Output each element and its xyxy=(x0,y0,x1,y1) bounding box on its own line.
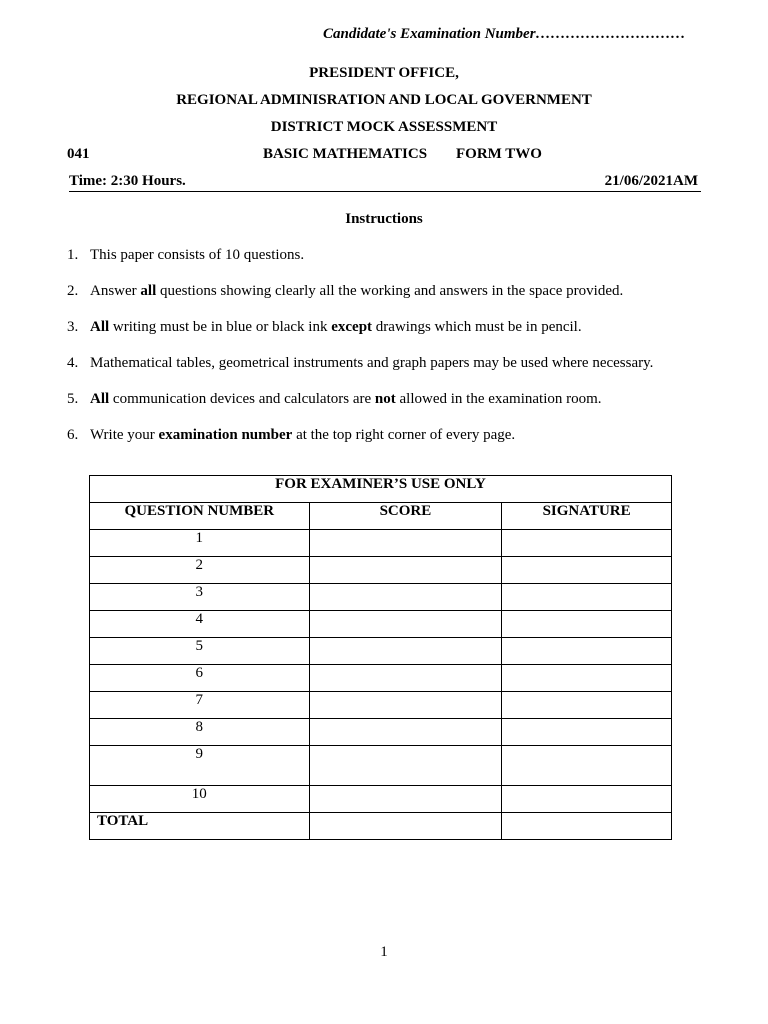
table-row xyxy=(90,530,672,557)
question-number-cell: 4 xyxy=(90,611,310,638)
instruction-emphasis: All xyxy=(90,391,110,407)
score-cell xyxy=(309,638,502,665)
signature-cell xyxy=(502,719,672,746)
question-number-cell: 10 xyxy=(90,786,310,813)
table-row xyxy=(90,786,672,813)
header-president-office: PRESIDENT OFFICE, xyxy=(309,65,459,81)
instruction-text: writing must be in blue or black ink xyxy=(109,319,332,335)
table-row xyxy=(90,665,672,692)
instruction-number: 5. xyxy=(67,391,79,407)
column-header-score: SCORE xyxy=(309,503,502,530)
instruction-text: Write your xyxy=(90,427,159,443)
header-divider xyxy=(69,191,701,192)
candidate-exam-number-line: Candidate's Examination Number………………………… xyxy=(323,26,686,42)
question-number-cell: 2 xyxy=(90,557,310,584)
question-number-cell: 3 xyxy=(90,584,310,611)
table-row xyxy=(90,584,672,611)
signature-cell xyxy=(502,692,672,719)
instruction-item xyxy=(67,319,582,336)
total-signature-cell xyxy=(502,813,672,840)
instruction-number: 1. xyxy=(67,247,79,263)
subject-code: 041 xyxy=(67,146,90,162)
signature-cell xyxy=(502,584,672,611)
header-regional-admin: REGIONAL ADMINISRATION AND LOCAL GOVERNMENT xyxy=(176,92,592,108)
column-header-signature: SIGNATURE xyxy=(502,503,672,530)
instruction-item xyxy=(67,355,653,372)
instruction-item xyxy=(67,247,304,264)
table-row xyxy=(90,719,672,746)
instruction-item xyxy=(67,283,623,300)
score-cell xyxy=(309,557,502,584)
instruction-number: 3. xyxy=(67,319,79,335)
instruction-emphasis: All xyxy=(90,319,110,335)
total-score-cell xyxy=(309,813,502,840)
instruction-text: Answer xyxy=(90,283,141,299)
instruction-emphasis: not xyxy=(374,391,396,407)
header-assessment-title: DISTRICT MOCK ASSESSMENT xyxy=(270,119,498,135)
score-cell xyxy=(309,665,502,692)
instructions-title: Instructions xyxy=(345,211,423,227)
instruction-emphasis: all xyxy=(140,283,157,299)
exam-date: 21/06/2021AM xyxy=(604,173,698,189)
instruction-text: This paper consists of 10 questions. xyxy=(90,247,305,263)
instruction-emphasis: except xyxy=(331,319,373,335)
signature-cell xyxy=(502,786,672,813)
question-number-cell: 8 xyxy=(90,719,310,746)
signature-cell xyxy=(502,530,672,557)
question-number-cell: 7 xyxy=(90,692,310,719)
score-cell xyxy=(309,530,502,557)
score-cell xyxy=(309,692,502,719)
table-row xyxy=(90,611,672,638)
total-label: TOTAL xyxy=(90,813,310,840)
signature-cell xyxy=(502,746,672,786)
table-row xyxy=(90,746,672,786)
table-row xyxy=(90,692,672,719)
instruction-item xyxy=(67,427,515,444)
table-row xyxy=(90,557,672,584)
signature-cell xyxy=(502,611,672,638)
instruction-text: communication devices and calculators are xyxy=(109,391,375,407)
instruction-number: 6. xyxy=(67,427,79,443)
page-number: 1 xyxy=(380,944,388,960)
table-row xyxy=(90,638,672,665)
score-cell xyxy=(309,611,502,638)
question-number-cell: 5 xyxy=(90,638,310,665)
instruction-text: drawings which must be in pencil. xyxy=(372,319,582,335)
instruction-text: Mathematical tables, geometrical instruments and graph papers may be used where necessary. xyxy=(90,355,654,371)
examiner-table-title: FOR EXAMINER’S USE ONLY xyxy=(90,476,672,503)
form-level: FORM TWO xyxy=(456,146,542,162)
instruction-text: at the top right corner of every page. xyxy=(292,427,516,443)
question-number-cell: 1 xyxy=(90,530,310,557)
instruction-emphasis: examination number xyxy=(158,427,293,443)
score-cell xyxy=(309,786,502,813)
instruction-item xyxy=(67,391,602,408)
instruction-text: allowed in the examination room. xyxy=(395,391,602,407)
total-row xyxy=(90,813,672,840)
question-number-cell: 6 xyxy=(90,665,310,692)
instruction-text: questions showing clearly all the working and answers in the space provided. xyxy=(156,283,624,299)
signature-cell xyxy=(502,665,672,692)
subject-name: BASIC MATHEMATICS xyxy=(263,146,428,162)
question-number-cell: 9 xyxy=(90,746,310,786)
score-cell xyxy=(309,719,502,746)
score-cell xyxy=(309,584,502,611)
examiner-use-table xyxy=(89,475,672,840)
score-cell xyxy=(309,746,502,786)
signature-cell xyxy=(502,557,672,584)
signature-cell xyxy=(502,638,672,665)
exam-duration: Time: 2:30 Hours. xyxy=(69,173,186,189)
column-header-question-number: QUESTION NUMBER xyxy=(90,503,310,530)
instruction-number: 2. xyxy=(67,283,79,299)
instruction-number: 4. xyxy=(67,355,79,371)
